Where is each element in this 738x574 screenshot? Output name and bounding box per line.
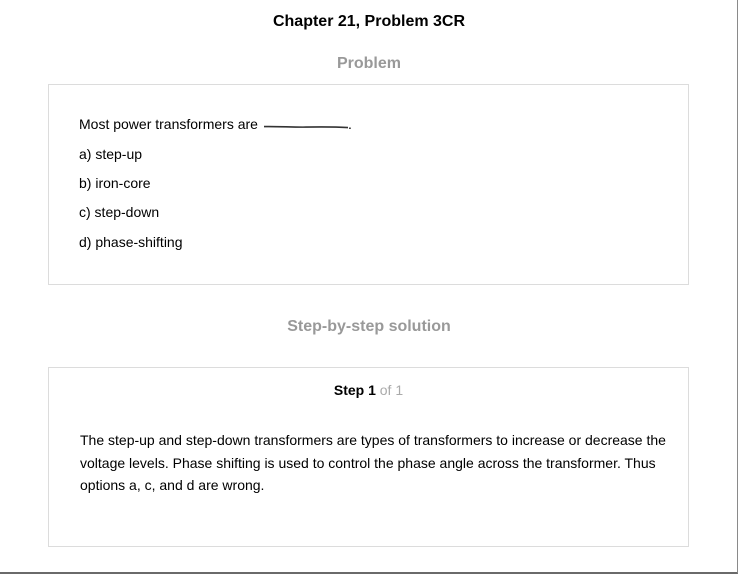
solution-box xyxy=(48,367,689,547)
problem-heading: Problem xyxy=(336,55,401,72)
step-text: The step-up and step-down transformers are types of transformers to increase or decrease the voltage levels. Phase shifting is used to control the phase angle across the transformer. Thus options a, c, and d are wrong. xyxy=(80,432,666,493)
option-c: c) step-down xyxy=(79,204,160,220)
question-end: . xyxy=(347,116,352,132)
solution-heading: Step-by-step solution xyxy=(287,318,451,335)
chapter-title: Chapter 21, Problem 3CR xyxy=(272,13,466,30)
problem-box xyxy=(48,84,689,285)
option-b: b) iron-core xyxy=(79,175,151,191)
answer-blank xyxy=(264,117,348,133)
blank-line-graphic xyxy=(264,124,348,130)
option-d: d) phase-shifting xyxy=(79,234,183,250)
step-count: of 1 xyxy=(379,382,404,398)
question xyxy=(79,116,352,133)
step-header xyxy=(49,382,688,398)
step-label: Step 1 xyxy=(333,382,376,398)
option-a: a) step-up xyxy=(79,146,143,162)
question-text: Most power transformers are xyxy=(79,116,258,132)
